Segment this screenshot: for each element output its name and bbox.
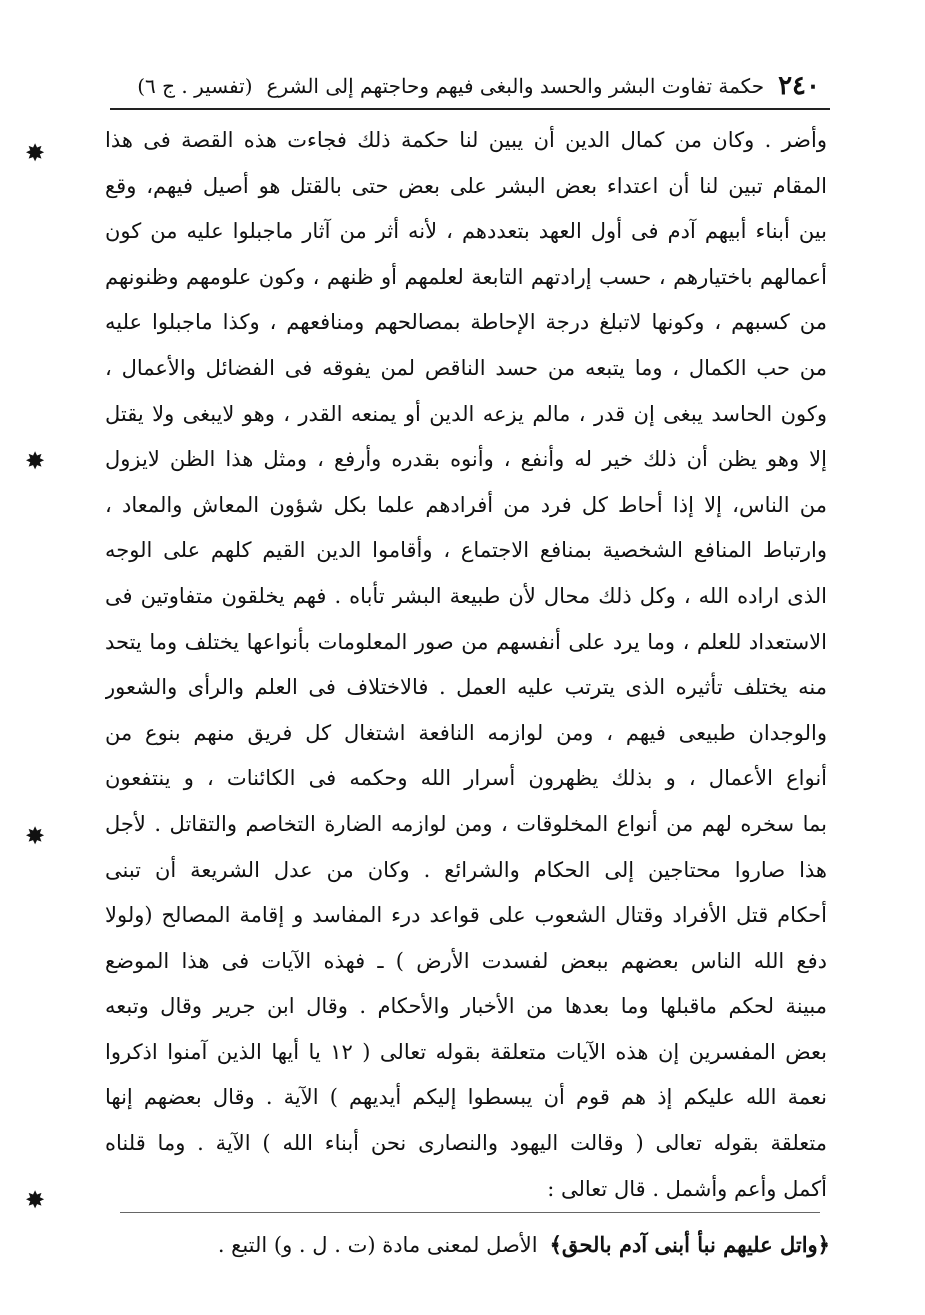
text-line: نعمة الله عليكم إذ هم قوم أن يبسطوا إليكم أيديهم ) الآية . وقال بعضهم إنها (105, 1085, 827, 1110)
text-line: الذى اراده الله ، وكل ذلك محال لأن طبيعة البشر تأباه . فهم يخلقون متفاوتين فى (105, 583, 827, 608)
text-line: بعض المفسرين إن هذه الآيات متعلقة بقوله تعالى ( ١٢ يا أيها الذين آمنوا اذكروا (105, 1039, 827, 1064)
text-line: من كسبهم ، وكونها لاتبلغ درجة الإحاطة بمصالحهم ومنافعهم ، وكذا ماجبلوا عليه (105, 310, 827, 335)
margin-ornament-icon: ✸ (24, 447, 46, 475)
text-line: هذا صاروا محتاجين إلى الحكام والشرائع . وكان من عدل الشريعة أن تبنى (105, 857, 827, 882)
text-line: أحكام قتل الأفراد وقتال الشعوب على قواعد درء المفاسد و إقامة المصالح (ولولا (105, 903, 827, 928)
quranic-verse: ﴿واتل عليهم نبأ أبنى آدم بالحق﴾ (549, 1232, 830, 1257)
header-divider (110, 108, 830, 110)
text-line: بما سخره لهم من أنواع المخلوقات ، ومن لوازمه الضارة التخاصم والتقاتل . لأجل (105, 811, 827, 836)
text-line: وارتباط المنافع الشخصية بمنافع الاجتماع ، وأقاموا الدين القيم كلهم على الوجه (105, 538, 827, 563)
margin-ornament-icon: ✸ (24, 139, 46, 167)
running-title: حكمة تفاوت البشر والحسد والبغى فيهم وحاجتهم إلى الشرع (266, 74, 765, 98)
verse-divider (120, 1212, 820, 1213)
text-line: أكمل وأعم وأشمل . قال تعالى : (547, 1176, 827, 1201)
margin-ornament-icon: ✸ (24, 822, 46, 850)
text-line: مبينة لحكم ماقبلها وما بعدها من الأخبار والأحكام . وقال ابن جرير وقال وتبعه (105, 994, 827, 1019)
text-line: أعمالهم باختيارهم ، حسب إرادتهم التابعة لعلمهم أو ظنهم ، وكون علومهم وظنونهم (105, 264, 827, 289)
text-line: بين أبناء أبيهم آدم فى أول العهد بتعددهم ، لأنه أثر من آثار ماجبلوا عليه من كون (105, 219, 827, 244)
text-line: وأضر . وكان من كمال الدين أن يبين لنا حكمة ذلك فجاءت هذه القصة فى هذا (105, 128, 827, 152)
verse-commentary: الأصل لمعنى مادة (ت . ل . و) التبع . (217, 1233, 538, 1257)
volume-reference: (تفسير . ج ٦) (137, 74, 253, 98)
page-number: ٢٤٠ (778, 71, 820, 101)
verse-line (110, 1222, 830, 1268)
text-line: وكون الحاسد يبغى إن قدر ، مالم يزعه الدين أو يمنعه القدر ، وهو لايبغى ولا يقتل (105, 401, 827, 426)
text-line: الاستعداد للعلم ، وما يرد على أنفسهم من صور المعلومات بأنواعها يختلف وما يتحد (105, 629, 827, 654)
text-line: دفع الله الناس بعضهم ببعض لفسدت الأرض ) ـ فهذه الآيات فى هذا الموضع (105, 948, 827, 973)
text-line: المقام تبين لنا أن اعتداء بعض البشر على بعض حتى بالقتل هو أصيل فيهم، وقع (105, 173, 827, 198)
text-line: متعلقة بقوله تعالى ( وقالت اليهود والنصارى نحن أبناء الله ) الآية . وما قلناه (105, 1131, 827, 1156)
text-line: والوجدان طبيعى فيهم ، ومن لوازمه النافعة اشتغال كل فريق منهم بنوع من (105, 720, 827, 745)
text-line: منه يختلف تأثيره الذى يترتب عليه العمل . فالاختلاف فى العلم والرأى والشعور (105, 675, 827, 700)
margin-ornament-icon: ✸ (24, 1186, 46, 1214)
body-text (105, 118, 827, 1212)
text-line: من الناس، إلا إذا أحاط كل فرد من أفرادهم علما بكل شؤون المعاش والمعاد ، (105, 492, 827, 517)
page-header (120, 66, 820, 106)
text-line: من حب الكمال ، وما يتبعه من حسد الناقص لمن يفوقه فى الفضائل والأعمال ، (105, 355, 827, 380)
text-line: إلا وهو يظن أن ذلك خير له وأنفع ، وأنوه بقدره وأرفع ، ومثل هذا الظن لايزول (105, 447, 827, 472)
text-line: أنواع الأعمال ، و بذلك يظهرون أسرار الله وحكمه فى الكائنات ، و ينتفعون (105, 766, 827, 791)
